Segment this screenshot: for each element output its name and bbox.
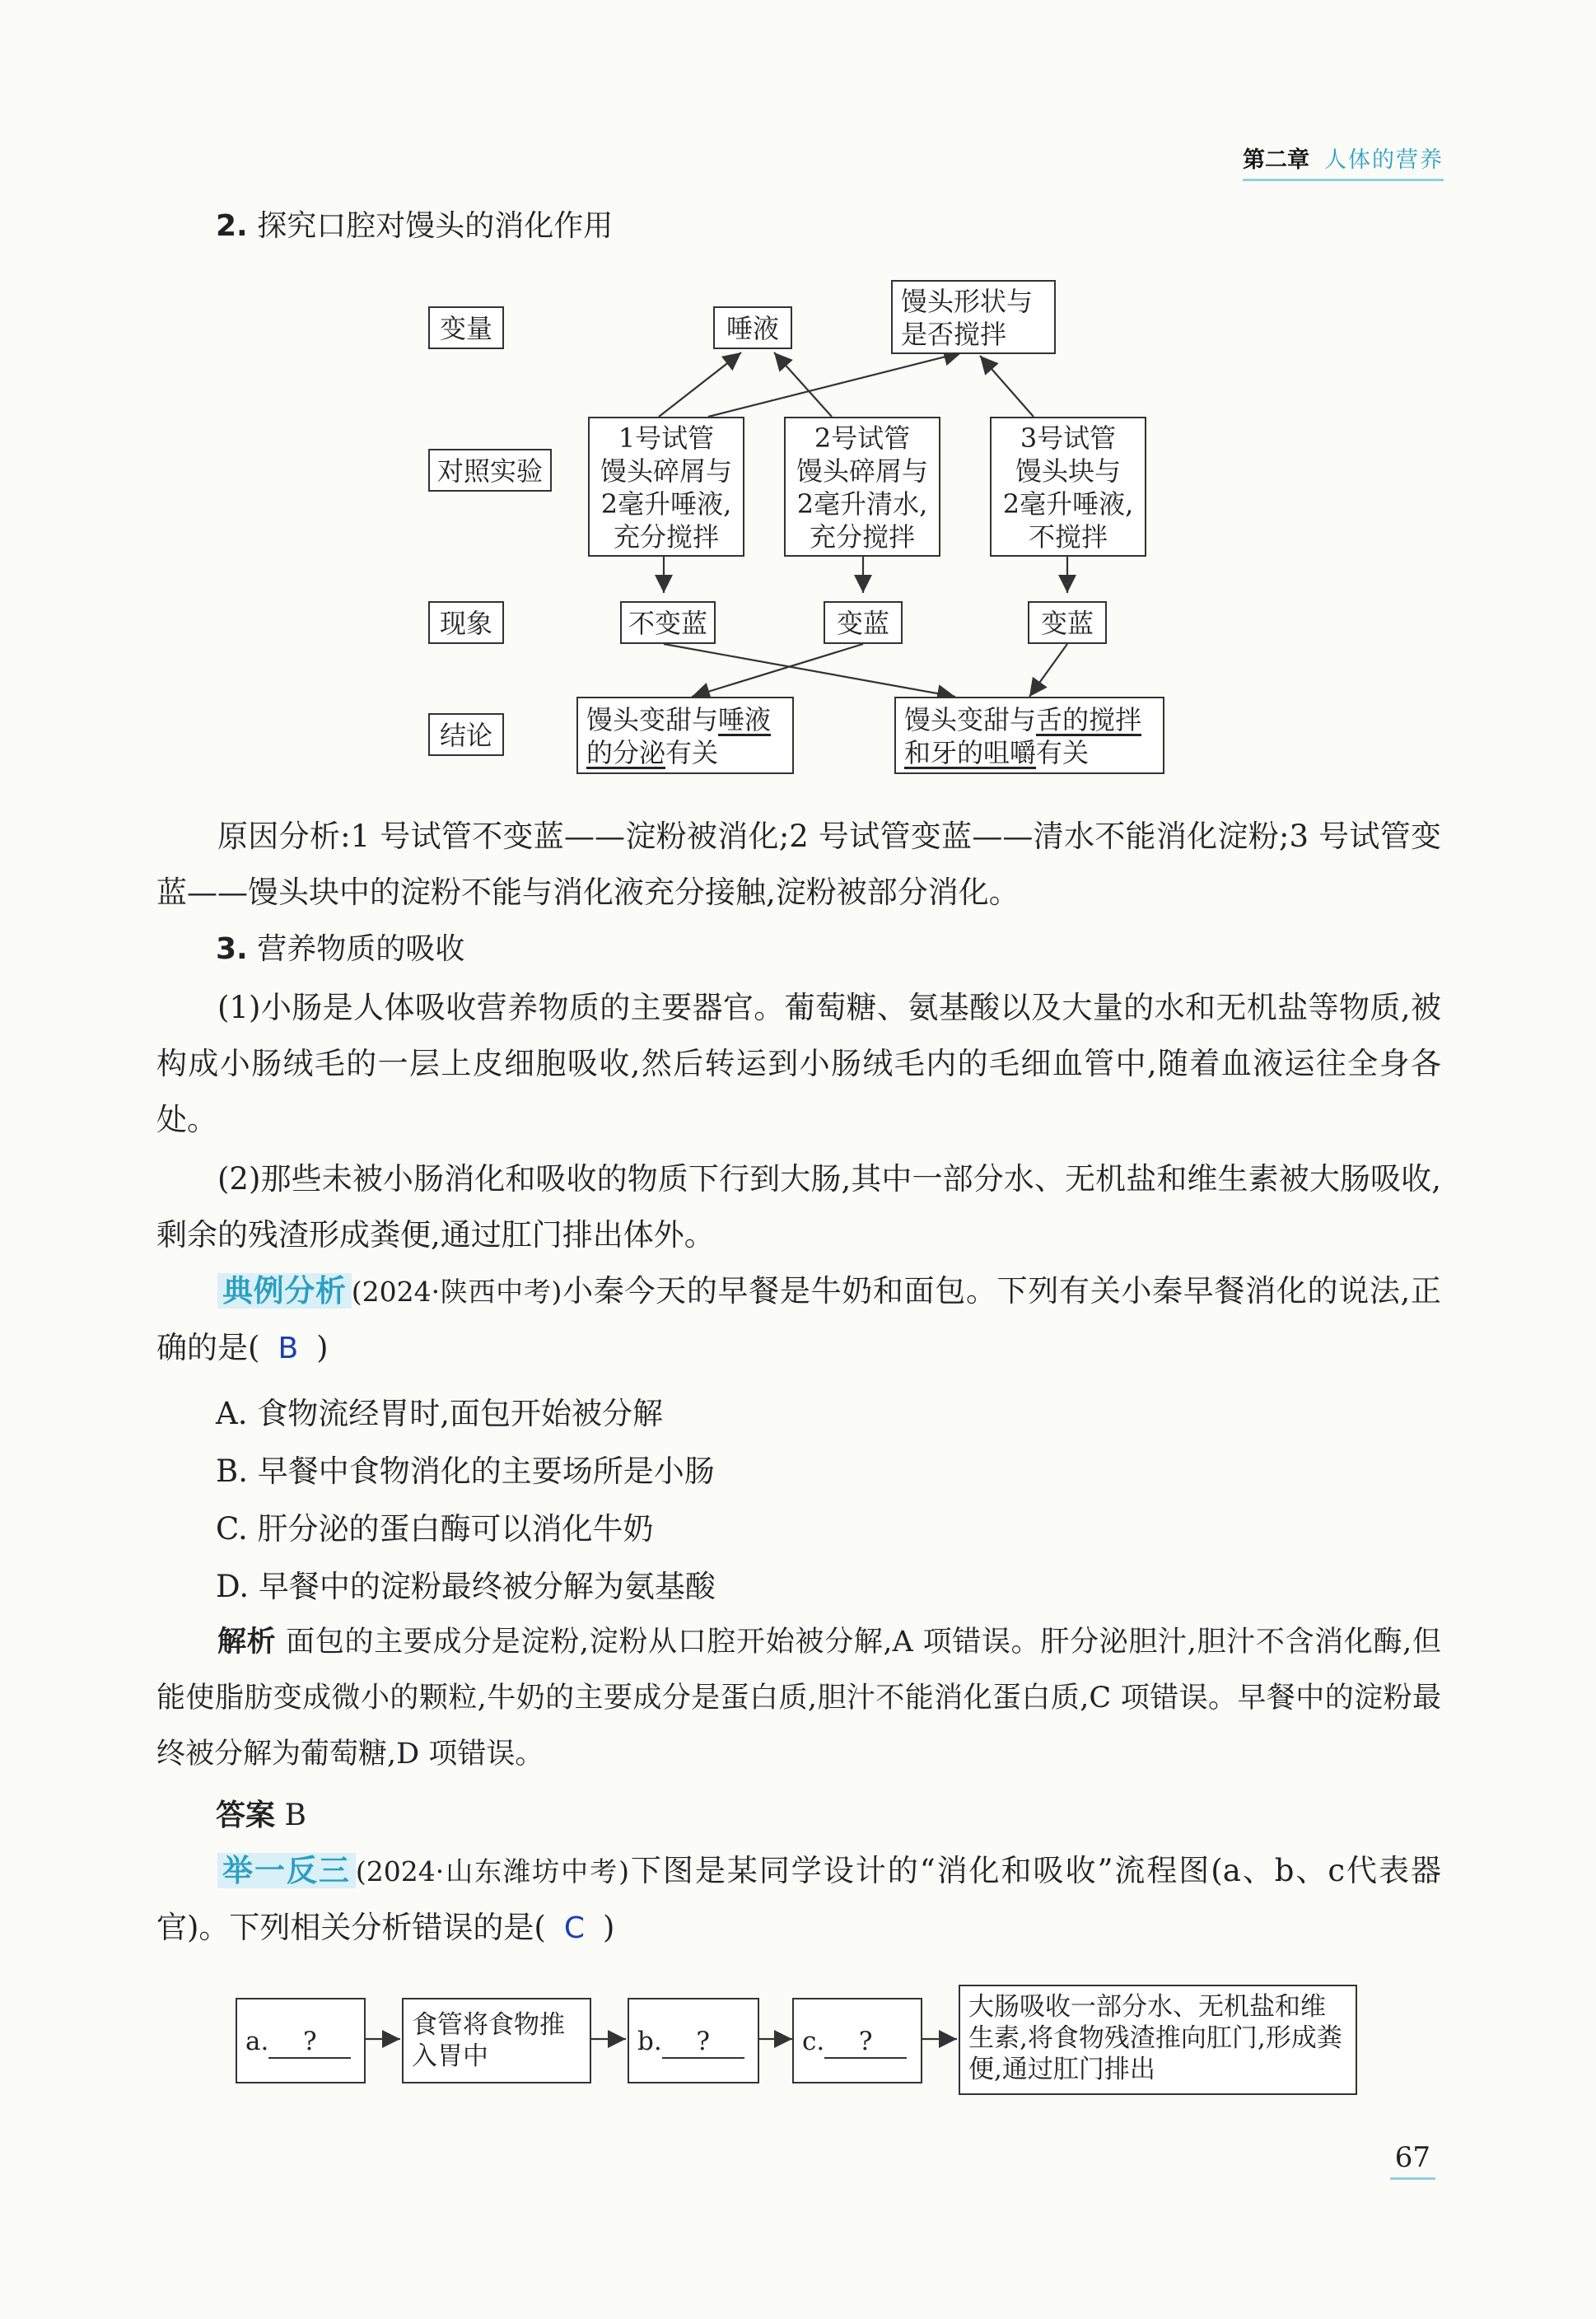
- row-label-variable: 变量: [428, 306, 504, 349]
- variable-shape-stirring: 馒头形状与 是否搅拌: [891, 280, 1056, 354]
- practice-answer-mark: C: [563, 1911, 586, 1945]
- flow-box-b: b. ?: [628, 1998, 759, 2083]
- phenomenon-1: 不变蓝: [620, 601, 716, 644]
- flow-box-esophagus: 食管将食物推入胃中: [402, 1998, 591, 2083]
- tube-3: 3号试管 馒头块与 2毫升唾液, 不搅拌: [990, 417, 1146, 557]
- row-label-control: 对照实验: [428, 449, 552, 492]
- example-badge: 典例分析: [217, 1273, 352, 1309]
- option-a: A. 食物流经胃时,面包开始被分解: [216, 1396, 664, 1431]
- conclusion-2: 馒头变甜与舌的搅拌 和牙的咀嚼有关: [894, 697, 1164, 774]
- example-question: 典例分析 (2024·陕西中考)小秦今天的早餐是牛奶和面包。下列有关小秦早餐消化的说法,正确的是( B ): [156, 1273, 1442, 1365]
- tube-1: 1号试管 馒头碎屑与 2毫升唾液, 充分搅拌: [588, 417, 744, 557]
- option-d: D. 早餐中的淀粉最终被分解为氨基酸: [216, 1569, 716, 1604]
- paragraph-large-intestine: (2)那些未被小肠消化和吸收的物质下行到大肠,其中一部分水、无机盐和维生素被大肠吸收,剩余的残渣形成粪便,通过肛门排出体外。: [156, 1161, 1441, 1253]
- example-source: (2024·陕西中考): [351, 1276, 562, 1308]
- practice-source: (2024·山东潍坊中考): [355, 1855, 629, 1887]
- chapter-label: 第二章: [1243, 147, 1309, 173]
- section-2-title: 2. 探究口腔对馒头的消化作用: [216, 209, 614, 243]
- phenomenon-2: 变蓝: [824, 601, 903, 644]
- example-answer-mark: B: [278, 1332, 299, 1365]
- phenomenon-3: 变蓝: [1028, 601, 1107, 644]
- flow-box-large-intestine: 大肠吸收一部分水、无机盐和维生素,将食物残渣推向肛门,形成粪便,通过肛门排出: [959, 1985, 1357, 2095]
- option-c: C. 肝分泌的蛋白酶可以消化牛奶: [216, 1511, 654, 1547]
- row-label-phenomenon: 现象: [428, 601, 504, 644]
- chapter-topic: 人体的营养: [1324, 147, 1444, 173]
- flow-box-c: c. ?: [792, 1998, 922, 2083]
- option-b: B. 早餐中食物消化的主要场所是小肠: [216, 1453, 715, 1489]
- paragraph-small-intestine: (1)小肠是人体吸收营养物质的主要器官。葡萄糖、氨基酸以及大量的水和无机盐等物质,被构成小肠绒毛的一层上皮细胞吸收,然后转运到小肠绒毛内的毛细血管中,随着血液运往全身各处。: [156, 990, 1441, 1137]
- example-answer: 答案 B: [216, 1799, 306, 1832]
- practice-badge: 举一反三: [217, 1853, 356, 1888]
- row-label-conclusion: 结论: [428, 713, 504, 756]
- tube-2: 2号试管 馒头碎屑与 2毫升清水, 充分搅拌: [784, 417, 940, 557]
- page-number: 67: [1390, 2141, 1435, 2180]
- practice-question: 举一反三 (2024·山东潍坊中考)下图是某同学设计的“消化和吸收”流程图(a、b、c代表器官)。下列相关分析错误的是( C ): [156, 1853, 1441, 1945]
- cause-analysis: 原因分析:1 号试管不变蓝——淀粉被消化;2 号试管变蓝——清水不能消化淀粉;3 号试管变蓝——馒头块中的淀粉不能与消化液充分接触,淀粉被部分消化。: [156, 819, 1441, 910]
- section-3-title: 3. 营养物质的吸收: [216, 932, 465, 966]
- conclusion-1: 馒头变甜与唾液 的分泌有关: [576, 697, 794, 774]
- example-explanation: 解析 面包的主要成分是淀粉,淀粉从口腔开始被分解,A 项错误。肝分泌胆汁,胆汁不含消化酶,但能使脂肪变成微小的颗粒,牛奶的主要成分是蛋白质,胆汁不能消化蛋白质,C 项错误。早餐中的淀粉最终被分解为葡萄糖,D 项错误。: [156, 1626, 1441, 1771]
- flow-box-a: a. ?: [236, 1998, 366, 2083]
- variable-saliva: 唾液: [713, 306, 792, 349]
